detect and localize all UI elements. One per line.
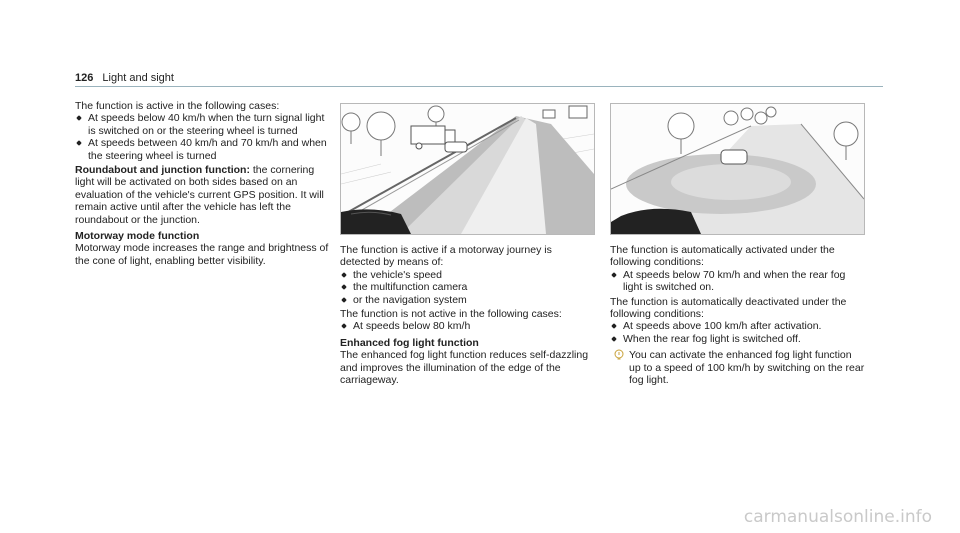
list-item: At speeds above 100 km/h after activation.: [610, 320, 865, 332]
roundabout-paragraph: [75, 164, 330, 226]
list-item: At speeds below 40 km/h when the turn signal light is switched on or the steering wheel is turned: [75, 112, 330, 137]
info-note: [610, 349, 865, 386]
motorway-detection-intro: The function is active if a motorway journey is detected by means of:: [340, 244, 552, 269]
list-item: At speeds between 40 km/h and 70 km/h and when the steering wheel is turned: [75, 137, 330, 162]
fog-text: The enhanced fog light function reduces self-dazzling and improves the illumination of the edge of the carriageway.: [340, 349, 589, 387]
list-item: At speeds below 80 km/h: [340, 320, 595, 332]
active-cases-list: [75, 112, 330, 162]
middle-column: [340, 244, 595, 386]
left-column: [75, 100, 330, 267]
activation-list: [610, 269, 865, 294]
activation-intro: The function is automatically activated under the following conditions:: [610, 244, 835, 269]
list-item: the multifunction camera: [340, 281, 595, 293]
list-item: or the navigation system: [340, 294, 595, 306]
motorway-text: Motorway mode increases the range and brightness of the cone of light, enabling better visibility.: [75, 242, 329, 267]
not-active-intro: The function is not active in the following cases:: [340, 308, 562, 321]
list-item: When the rear fog light is switched off.: [610, 333, 865, 345]
deactivation-intro: The function is automatically deactivated under the following conditions:: [610, 295, 847, 321]
roundabout-heading: Roundabout and junction function:: [75, 164, 250, 177]
active-cases-intro: The function is active in the following cases:: [75, 100, 280, 112]
section-title: Light and sight: [102, 72, 174, 84]
deactivation-list: [610, 320, 865, 345]
page-number: 126: [75, 72, 94, 84]
not-active-list: [340, 320, 595, 332]
info-icon: [613, 349, 625, 361]
page-header: [75, 72, 883, 87]
roundabout-text: the cornering light will be activated on both sides based on an evaluation of the vehicle's current GPS position. It will remain active until after the vehicle has left the roundabout or the junction.: [75, 164, 324, 226]
fog-light-illustration: [610, 103, 865, 235]
watermark: carmanualsonline.info: [743, 507, 932, 527]
right-column: [610, 244, 865, 386]
motorway-illustration: [340, 103, 595, 235]
list-item: the vehicle's speed: [340, 269, 595, 281]
fog-heading: Enhanced fog light function: [340, 336, 479, 349]
note-text: You can activate the enhanced fog light function up to a speed of 100 km/h by switching on the rear fog light.: [629, 349, 865, 387]
detection-list: [340, 269, 595, 306]
motorway-heading: Motorway mode function: [75, 230, 200, 243]
list-item: At speeds below 70 km/h and when the rear fog light is switched on.: [610, 269, 865, 294]
